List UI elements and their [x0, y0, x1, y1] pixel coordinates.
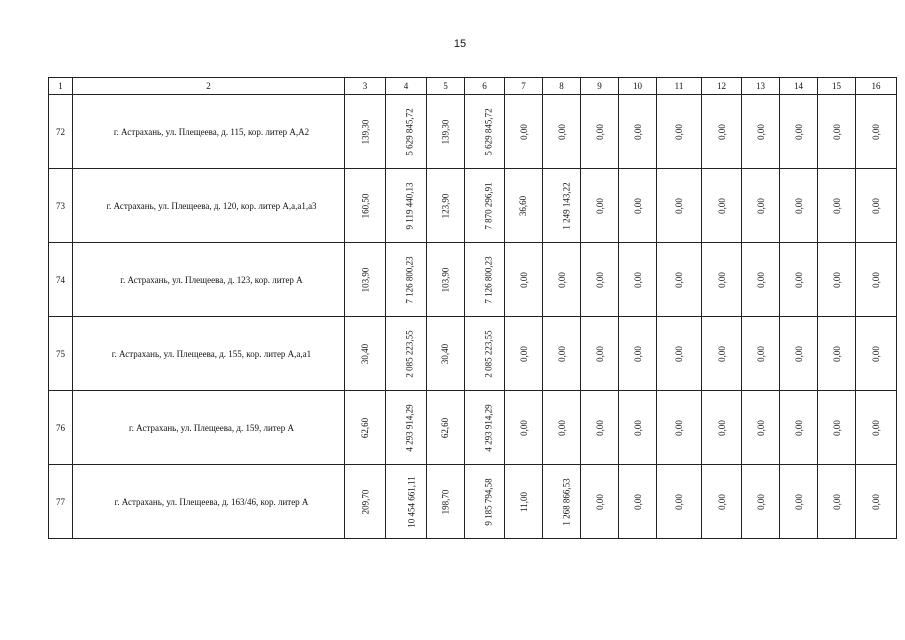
cell-value: 0,00: [632, 197, 643, 214]
cell-value: 7 870 296,91: [483, 181, 494, 230]
value-cell: [465, 465, 505, 539]
value-cell: [657, 317, 702, 391]
value-cell: [386, 169, 427, 243]
cell-value: 30,40: [360, 343, 370, 364]
value-cell: [742, 465, 780, 539]
value-cell: [345, 317, 386, 391]
cell-value: 0,00: [871, 345, 881, 362]
value-cell: [581, 243, 619, 317]
value-cell: [345, 169, 386, 243]
cell-value: 62,60: [440, 417, 451, 438]
cell-value: 0,00: [716, 123, 727, 140]
column-header: 3: [345, 78, 386, 95]
value-cell: [581, 465, 619, 539]
cell-value: 160,50: [360, 193, 370, 218]
row-number: 73: [49, 169, 73, 243]
cell-value: 0,00: [716, 345, 727, 362]
cell-value: 2 085 223,55: [483, 329, 494, 378]
cell-value: 0,00: [716, 493, 727, 510]
row-number: 77: [49, 465, 73, 539]
value-cell: [742, 317, 780, 391]
value-cell: [543, 391, 581, 465]
value-cell: [581, 169, 619, 243]
cell-value: 0,00: [594, 271, 605, 288]
value-cell: [505, 169, 543, 243]
value-cell: [543, 95, 581, 169]
value-cell: [619, 317, 657, 391]
cell-value: 0,00: [632, 123, 643, 140]
value-cell: [818, 243, 856, 317]
value-cell: [657, 465, 702, 539]
cell-value: 0,00: [556, 345, 567, 362]
value-cell: [702, 95, 742, 169]
cell-value: 0,00: [793, 345, 804, 362]
value-cell: [345, 243, 386, 317]
cell-value: 0,00: [831, 419, 842, 436]
column-header: 8: [543, 78, 581, 95]
column-header: 14: [780, 78, 818, 95]
cell-value: 0,00: [755, 419, 766, 436]
value-cell: [465, 95, 505, 169]
value-cell: [856, 169, 897, 243]
cell-value: 0,00: [793, 419, 804, 436]
cell-value: 0,00: [594, 419, 605, 436]
value-cell: [427, 95, 465, 169]
table-body: [49, 95, 897, 539]
data-table: [48, 77, 897, 539]
cell-value: 0,00: [755, 123, 766, 140]
table-row: [49, 465, 897, 539]
cell-value: 0,00: [632, 271, 643, 288]
value-cell: [742, 95, 780, 169]
value-cell: [427, 317, 465, 391]
cell-value: 4 293 914,29: [483, 403, 494, 452]
value-cell: [386, 465, 427, 539]
cell-value: 0,00: [556, 419, 567, 436]
cell-value: 0,00: [518, 123, 529, 140]
table-row: [49, 95, 897, 169]
cell-value: 0,00: [755, 493, 766, 510]
value-cell: [345, 95, 386, 169]
address-cell: г. Астрахань, ул. Плещеева, д. 159, литер А: [73, 391, 345, 465]
value-cell: [619, 243, 657, 317]
value-cell: [505, 243, 543, 317]
value-cell: [465, 243, 505, 317]
cell-value: 0,00: [831, 271, 842, 288]
address-cell: г. Астрахань, ул. Плещеева, д. 120, кор. литер А,а,а1,а3: [73, 169, 345, 243]
value-cell: [386, 391, 427, 465]
cell-value: 62,60: [360, 417, 370, 438]
column-header: 1: [49, 78, 73, 95]
cell-value: 11,00: [518, 491, 529, 512]
cell-value: 0,00: [674, 419, 684, 436]
cell-value: 0,00: [556, 271, 567, 288]
value-cell: [505, 465, 543, 539]
column-header: 2: [73, 78, 345, 95]
cell-value: 0,00: [871, 197, 881, 214]
cell-value: 0,00: [755, 345, 766, 362]
value-cell: [702, 465, 742, 539]
value-cell: [742, 243, 780, 317]
cell-value: 7 126 800,23: [404, 255, 415, 304]
value-cell: [427, 391, 465, 465]
value-cell: [505, 95, 543, 169]
value-cell: [543, 317, 581, 391]
cell-value: 0,00: [632, 419, 643, 436]
row-number: 75: [49, 317, 73, 391]
cell-value: 0,00: [793, 123, 804, 140]
column-header: 15: [818, 78, 856, 95]
value-cell: [780, 169, 818, 243]
value-cell: [657, 169, 702, 243]
cell-value: 30,40: [440, 343, 451, 364]
row-number: 76: [49, 391, 73, 465]
cell-value: 0,00: [632, 493, 643, 510]
column-header: 13: [742, 78, 780, 95]
table-row: [49, 243, 897, 317]
cell-value: 0,00: [716, 419, 727, 436]
cell-value: 0,00: [793, 493, 804, 510]
cell-value: 0,00: [793, 197, 804, 214]
cell-value: 0,00: [674, 493, 684, 510]
cell-value: 0,00: [871, 493, 881, 510]
value-cell: [581, 95, 619, 169]
cell-value: 123,90: [440, 193, 451, 218]
cell-value: 0,00: [755, 197, 766, 214]
value-cell: [427, 243, 465, 317]
cell-value: 0,00: [716, 197, 727, 214]
value-cell: [856, 243, 897, 317]
cell-value: 0,00: [831, 345, 842, 362]
value-cell: [543, 169, 581, 243]
address-cell: г. Астрахань, ул. Плещеева, д. 123, кор. литер А: [73, 243, 345, 317]
cell-value: 0,00: [632, 345, 643, 362]
cell-value: 0,00: [594, 345, 605, 362]
value-cell: [543, 465, 581, 539]
value-cell: [427, 169, 465, 243]
value-cell: [818, 465, 856, 539]
address-cell: г. Астрахань, ул. Плещеева, д. 163/46, кор. литер А: [73, 465, 345, 539]
value-cell: [856, 317, 897, 391]
cell-value: 198,70: [440, 489, 451, 514]
cell-value: 0,00: [556, 123, 567, 140]
cell-value: 9 119 440,13: [404, 182, 415, 229]
cell-value: 0,00: [831, 197, 842, 214]
value-cell: [505, 391, 543, 465]
cell-value: 0,00: [871, 123, 881, 140]
value-cell: [581, 317, 619, 391]
value-cell: [619, 391, 657, 465]
value-cell: [619, 169, 657, 243]
cell-value: 5 629 845,72: [483, 107, 494, 156]
value-cell: [780, 243, 818, 317]
cell-value: 4 293 914,29: [404, 403, 415, 452]
value-cell: [856, 465, 897, 539]
cell-value: 0,00: [871, 419, 881, 436]
address-cell: г. Астрахань, ул. Плещеева, д. 115, кор. литер А,А2: [73, 95, 345, 169]
value-cell: [742, 169, 780, 243]
header-row: [49, 78, 897, 95]
value-cell: [505, 317, 543, 391]
value-cell: [465, 391, 505, 465]
cell-value: 0,00: [831, 493, 842, 510]
value-cell: [427, 465, 465, 539]
column-header: 7: [505, 78, 543, 95]
column-header: 10: [619, 78, 657, 95]
cell-value: 103,90: [440, 267, 451, 292]
value-cell: [856, 95, 897, 169]
cell-value: 0,00: [674, 271, 684, 288]
value-cell: [345, 391, 386, 465]
cell-value: 5 629 845,72: [404, 107, 415, 156]
value-cell: [742, 391, 780, 465]
cell-value: 36,60: [518, 195, 529, 216]
cell-value: 0,00: [518, 271, 529, 288]
column-header: 9: [581, 78, 619, 95]
value-cell: [543, 243, 581, 317]
table-row: [49, 169, 897, 243]
value-cell: [619, 465, 657, 539]
address-cell: г. Астрахань, ул. Плещеева, д. 155, кор. литер А,а,а1: [73, 317, 345, 391]
cell-value: 0,00: [674, 123, 684, 140]
cell-value: 0,00: [674, 345, 684, 362]
cell-value: 103,90: [360, 267, 370, 292]
cell-value: 0,00: [755, 271, 766, 288]
value-cell: [702, 391, 742, 465]
value-cell: [657, 95, 702, 169]
value-cell: [345, 465, 386, 539]
cell-value: 0,00: [793, 271, 804, 288]
column-header: 12: [702, 78, 742, 95]
cell-value: 1 268 866,53: [561, 477, 572, 526]
cell-value: 7 126 800,23: [483, 255, 494, 304]
cell-value: 0,00: [871, 271, 881, 288]
value-cell: [780, 391, 818, 465]
value-cell: [581, 391, 619, 465]
row-number: 72: [49, 95, 73, 169]
cell-value: 0,00: [594, 197, 605, 214]
value-cell: [386, 95, 427, 169]
cell-value: 0,00: [594, 123, 605, 140]
value-cell: [780, 95, 818, 169]
cell-value: 9 185 794,58: [483, 477, 494, 526]
value-cell: [465, 317, 505, 391]
cell-value: 1 249 143,22: [561, 181, 572, 230]
value-cell: [657, 391, 702, 465]
cell-value: 139,30: [440, 119, 451, 144]
cell-value: 209,70: [360, 489, 370, 514]
page-number: 15: [453, 38, 467, 50]
cell-value: 0,00: [831, 123, 842, 140]
value-cell: [818, 169, 856, 243]
column-header: 6: [465, 78, 505, 95]
value-cell: [818, 391, 856, 465]
cell-value: 0,00: [674, 197, 684, 214]
value-cell: [818, 317, 856, 391]
value-cell: [780, 317, 818, 391]
row-number: 74: [49, 243, 73, 317]
cell-value: 0,00: [518, 419, 529, 436]
value-cell: [856, 391, 897, 465]
column-header: 11: [657, 78, 702, 95]
value-cell: [657, 243, 702, 317]
value-cell: [386, 243, 427, 317]
value-cell: [780, 465, 818, 539]
column-header: 4: [386, 78, 427, 95]
value-cell: [619, 95, 657, 169]
cell-value: 10 454 661,11: [406, 475, 417, 528]
value-cell: [702, 317, 742, 391]
value-cell: [386, 317, 427, 391]
value-cell: [702, 169, 742, 243]
cell-value: 0,00: [518, 345, 529, 362]
column-header: 16: [856, 78, 897, 95]
cell-value: 139,30: [360, 119, 370, 144]
table-row: [49, 391, 897, 465]
cell-value: 0,00: [594, 493, 605, 510]
column-header: 5: [427, 78, 465, 95]
table-row: [49, 317, 897, 391]
value-cell: [818, 95, 856, 169]
cell-value: 0,00: [716, 271, 727, 288]
cell-value: 2 085 223,55: [404, 329, 415, 378]
value-cell: [465, 169, 505, 243]
value-cell: [702, 243, 742, 317]
